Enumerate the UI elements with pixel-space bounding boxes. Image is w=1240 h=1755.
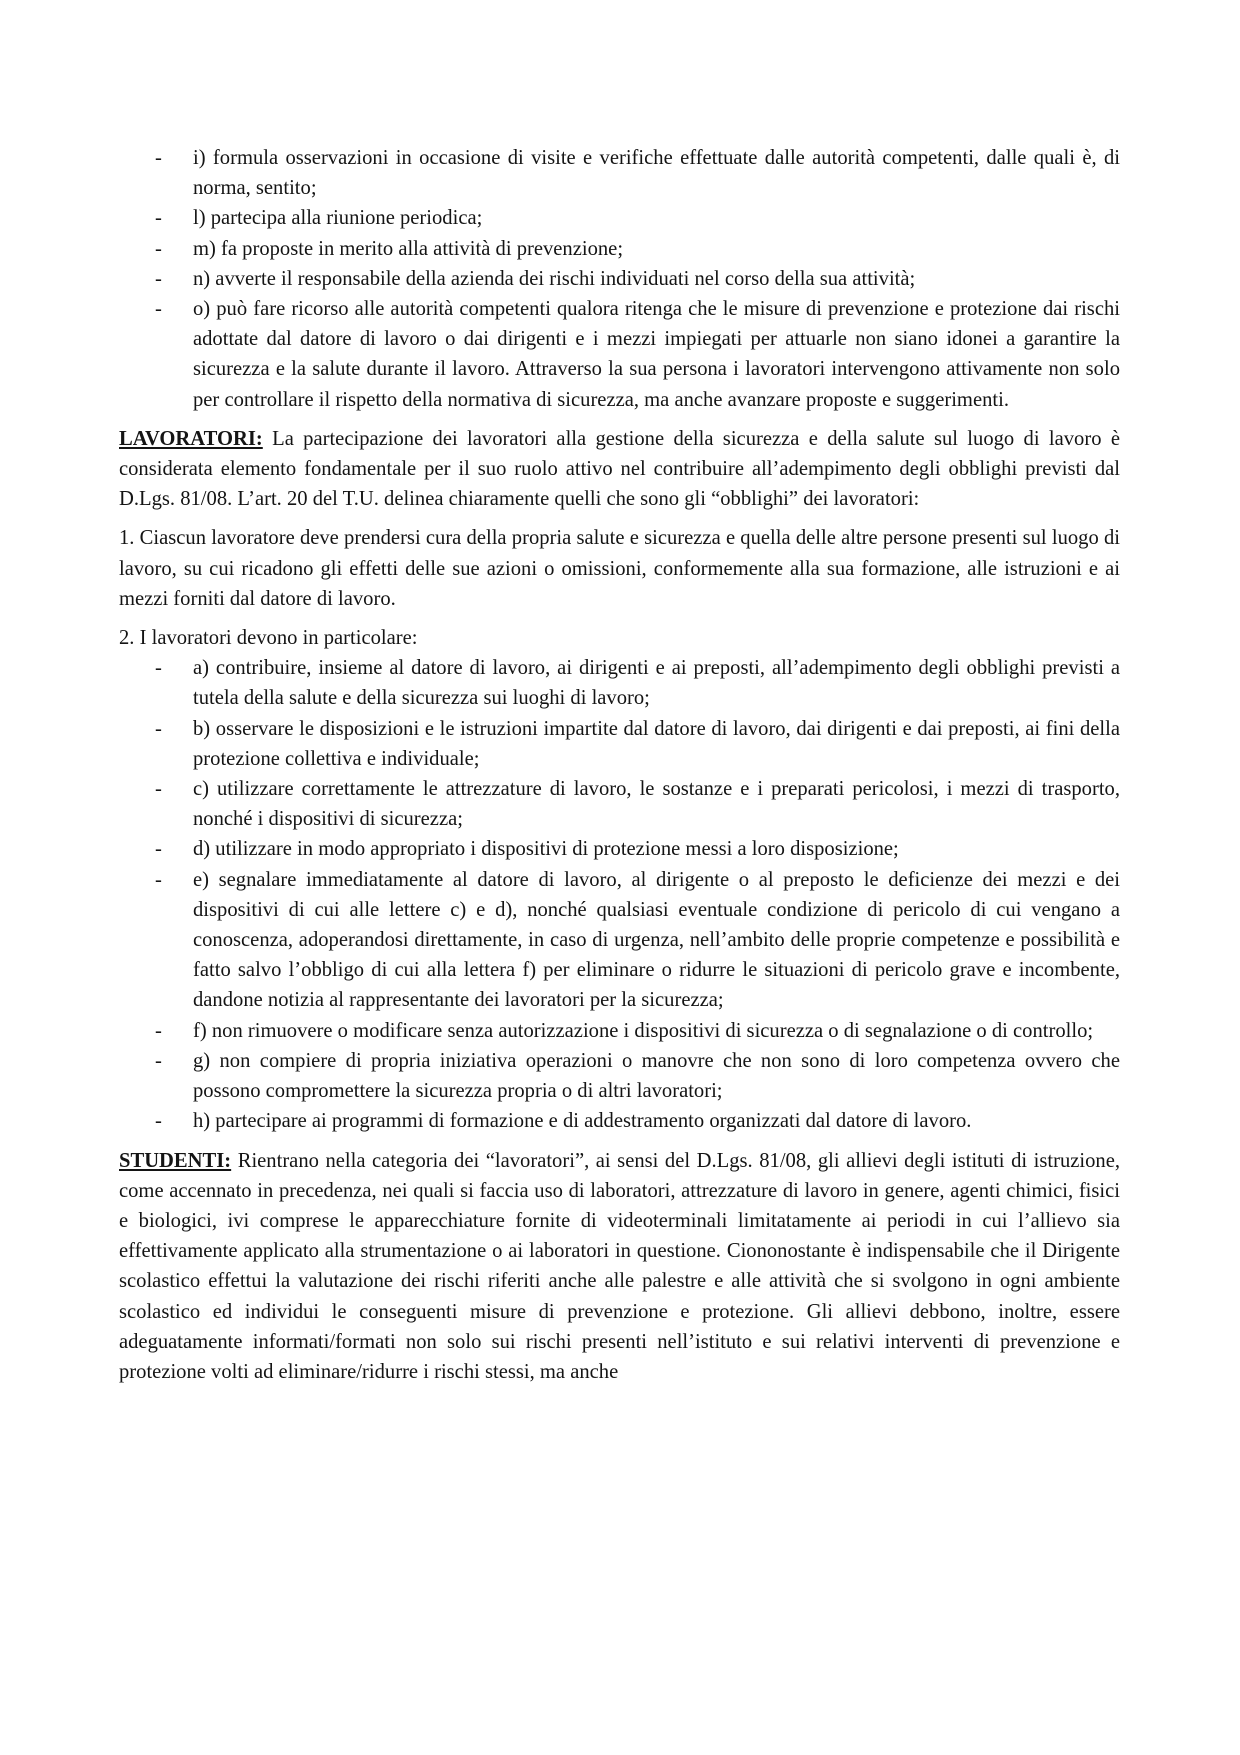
dash-bullet: - <box>155 267 162 290</box>
point-2-paragraph: 2. I lavoratori devono in particolare: <box>119 627 418 650</box>
list-item-text: n) avverte il responsabile della azienda dei rischi individuati nel corso della sua attività; <box>193 267 916 290</box>
list-item-text: m) fa proposte in merito alla attività di prevenzione; <box>193 237 624 260</box>
list-item <box>119 294 1120 415</box>
list-item-text: h) partecipare ai programmi di formazione e di addestramento organizzati dal datore di lavoro. <box>193 1110 972 1133</box>
list-item-text: a) contribuire, insieme al datore di lavoro, ai dirigenti e ai preposti, all’adempimento degli obblighi previsti a tutela della salute e della sicurezza sui luoghi di lavoro; <box>193 657 1120 710</box>
list-item-text: o) può fare ricorso alle autorità competenti qualora ritenga che le misure di prevenzione e protezione dai rischi adottate dal datore di lavoro o dai dirigenti e i mezzi impiegati per attuarle non siano idonei a garantire la sicurezza e la salute durante il lavoro. Attraverso la sua persona i lavoratori intervengono attivamente non solo per controllare il rispetto della normativa di sicurezza, ma anche avanzare proposte e suggerimenti. <box>193 298 1120 411</box>
list-item <box>119 1016 1120 1046</box>
list-item-text: d) utilizzare in modo appropriato i dispositivi di protezione messi a loro disposizione; <box>193 838 899 861</box>
point-1-paragraph: 1. Ciascun lavoratore deve prendersi cura della propria salute e sicurezza e quella delle altre persone presenti sul luogo di lavoro, su cui ricadono gli effetti delle sue azioni o omissioni, conformemente alla sua formazione, alle istruzioni e ai mezzi forniti dal datore di lavoro. <box>119 527 1120 610</box>
studenti-paragraph <box>119 1146 1120 1388</box>
dash-bullet: - <box>155 1049 162 1072</box>
dash-bullet: - <box>155 1019 162 1042</box>
list-item <box>119 264 1120 294</box>
list-item <box>119 203 1120 233</box>
dash-bullet: - <box>155 237 162 260</box>
list-item-text: b) osservare le disposizioni e le istruzioni impartite dal datore di lavoro, dai dirigenti e dai preposti, ai fini della protezione collettiva e individuale; <box>193 717 1120 770</box>
list-item <box>119 143 1120 203</box>
list-item <box>119 1106 1120 1136</box>
list-item-text: f) non rimuovere o modificare senza autorizzazione i dispositivi di sicurezza o di segnalazione o di controllo; <box>193 1019 1094 1042</box>
list-item <box>119 1046 1120 1106</box>
list-item <box>119 653 1120 713</box>
dash-bullet: - <box>155 717 162 740</box>
studenti-heading: STUDENTI: <box>119 1149 232 1172</box>
worker-obligations-list <box>119 653 1120 1136</box>
rls-duties-list <box>119 143 1120 415</box>
list-item-text: i) formula osservazioni in occasione di visite e verifiche effettuate dalle autorità competenti, dalle quali è, di norma, sentito; <box>193 147 1120 200</box>
dash-bullet: - <box>155 207 162 230</box>
list-item <box>119 865 1120 1016</box>
dash-bullet: - <box>155 868 162 891</box>
list-item-text: e) segnalare immediatamente al datore di lavoro, al dirigente o al preposto le deficienze dei mezzi e dei dispositivi di cui alle lettere c) e d), nonché qualsiasi eventuale condizione di pericolo di cui vengano a conoscenza, adoperandosi direttamente, in caso di urgenza, nell’ambito delle proprie competenze e possibilità e fatto salvo l’obbligo di cui alla lettera f) per eliminare o ridurre le situazioni di pericolo grave e incombente, dandone notizia al rappresentante dei lavoratori per la sicurezza; <box>193 868 1120 1012</box>
dash-bullet: - <box>155 298 162 321</box>
list-item-text: c) utilizzare correttamente le attrezzature di lavoro, le sostanze e i preparati pericolosi, i mezzi di trasporto, nonché i dispositivi di sicurezza; <box>193 778 1120 831</box>
dash-bullet: - <box>155 1110 162 1133</box>
list-item-text: l) partecipa alla riunione periodica; <box>193 207 483 230</box>
dash-bullet: - <box>155 778 162 801</box>
studenti-text: Rientrano nella categoria dei “lavoratori”, ai sensi del D.Lgs. 81/08, gli allievi degli istituti di istruzione, come accennato in precedenza, nei quali si faccia uso di laboratori, attrezzature di lavoro in genere, agenti chimici, fisici e biologici, ivi comprese le apparecchiature fornite di videoterminali limitatamente ai periodi in cui l’allievo sia effettivamente applicato alla strumentazione o ai laboratori in questione. Ciononostante è indispensabile che il Dirigente scolastico effettui la valutazione dei rischi riferiti anche alle palestre e alle attività che si svolgono in ogni ambiente scolastico ed individui le conseguenti misure di prevenzione e protezione. Gli allievi debbono, inoltre, essere adeguatamente informati/formati non solo sui rischi presenti nell’istituto e sui relativi interventi di prevenzione e protezione volti ad eliminare/ridurre i rischi stessi, ma anche <box>119 1149 1120 1383</box>
dash-bullet: - <box>155 147 162 169</box>
list-item <box>119 774 1120 834</box>
list-item <box>119 234 1120 264</box>
lavoratori-heading: LAVORATORI: <box>119 427 263 450</box>
list-item-text: g) non compiere di propria iniziativa operazioni o manovre che non sono di loro competenza ovvero che possono compromettere la sicurezza propria o di altri lavoratori; <box>193 1049 1120 1103</box>
list-item <box>119 714 1120 774</box>
lavoratori-text: La partecipazione dei lavoratori alla gestione della sicurezza e della salute sul luogo di lavoro è considerata elemento fondamentale per il suo ruolo attivo nel contribuire all’adempimento degli obblighi previsti dal D.Lgs. 81/08. L’art. 20 del T.U. delinea chiaramente quelli che sono gli “obblighi” dei lavoratori: <box>119 427 1120 511</box>
lavoratori-paragraph <box>119 424 1120 515</box>
dash-bullet: - <box>155 838 162 861</box>
list-item <box>119 834 1120 864</box>
dash-bullet: - <box>155 657 162 680</box>
